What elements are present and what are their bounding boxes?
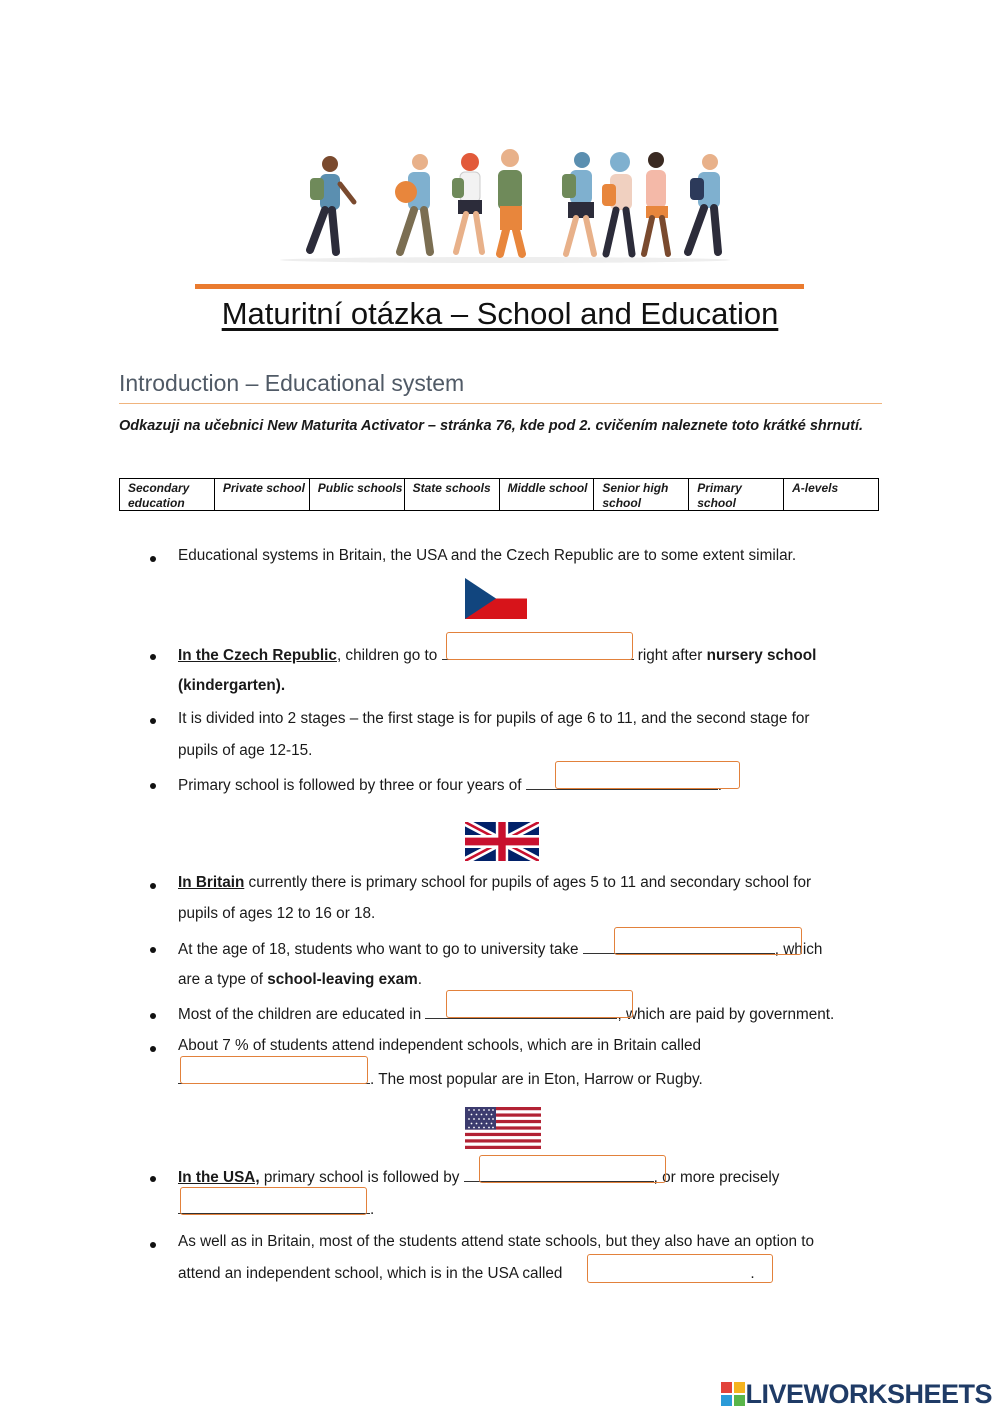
bullet-text: . xyxy=(417,971,423,988)
us-flag-icon xyxy=(465,1107,541,1149)
country-label: In the USA, xyxy=(178,1169,260,1186)
bullet-dot xyxy=(150,718,156,724)
word-bank xyxy=(119,478,879,511)
bullet-us-2: As well as in Britain, most of the students attend state schools, but they also have an option to xyxy=(178,1233,815,1250)
section-divider xyxy=(119,403,882,404)
bullet-text: , or more precisely xyxy=(653,1169,780,1186)
bullet-dot xyxy=(150,1046,156,1052)
answer-input-us-more-precisely[interactable] xyxy=(180,1187,367,1215)
student-figure xyxy=(644,152,668,254)
czech-flag-icon xyxy=(465,578,527,619)
student-figure xyxy=(602,152,632,254)
bold-term: school-leaving exam xyxy=(267,971,418,988)
bullet-gb-1-line2: pupils of ages 12 to 16 or 18. xyxy=(178,905,376,922)
bullet-text: Primary school is followed by three or four years of xyxy=(178,777,522,794)
answer-input-cz-after-primary[interactable] xyxy=(555,761,740,789)
liveworksheets-logo[interactable] xyxy=(721,1378,992,1410)
student-figure xyxy=(498,149,522,254)
bullet-gb-2-line2 xyxy=(178,971,422,989)
answer-input-cz-after-nursery[interactable] xyxy=(446,632,633,660)
students-illustration xyxy=(270,140,740,270)
liveworksheets-logo-text: LIVEWORKSHEETS xyxy=(745,1378,992,1409)
word-bank-item: Public schools xyxy=(309,479,404,510)
answer-input-us-independent[interactable] xyxy=(587,1254,773,1283)
country-label: In the Czech Republic xyxy=(178,647,337,664)
page-title: Maturitní otázka – School and Education xyxy=(221,296,779,331)
student-figure xyxy=(688,154,720,252)
bullet-text: right after xyxy=(633,647,707,664)
bullet-text: Most of the children are educated in xyxy=(178,1006,422,1023)
bullet-dot xyxy=(150,947,156,953)
word-bank-item: Secondary education xyxy=(128,481,190,510)
answer-input-gb-exam[interactable] xyxy=(614,927,802,955)
student-figure xyxy=(452,153,482,252)
bullet-dot xyxy=(150,556,156,562)
bullet-intro: Educational systems in Britain, the USA and the Czech Republic are to some extent similar. xyxy=(178,547,797,564)
bullet-dot xyxy=(150,783,156,789)
bullet-text: . The most popular are in Eton, Harrow or Rugby. xyxy=(370,1071,703,1088)
header-divider xyxy=(195,284,804,289)
word-bank-item: Primary school xyxy=(688,479,783,510)
section-heading: Introduction – Educational system xyxy=(119,370,465,396)
bullet-text: . xyxy=(750,1265,755,1282)
bullet-text: , which are paid by government. xyxy=(617,1006,835,1023)
bullet-text: are a type of xyxy=(178,971,268,988)
bullet-text: At the age of 18, students who want to go to university take xyxy=(178,941,579,958)
word-bank-item: State schools xyxy=(404,479,499,510)
word-bank-item: A-levels xyxy=(783,479,878,510)
bullet-gb-4: About 7 % of students attend independent schools, which are in Britain called xyxy=(178,1037,701,1054)
liveworksheets-logo-icon xyxy=(721,1382,745,1406)
answer-input-gb-independent[interactable] xyxy=(180,1056,368,1084)
bullet-text: . xyxy=(717,777,722,794)
bullet-text: currently there is primary school for pupils of ages 5 to 11 and secondary school for xyxy=(244,874,812,891)
word-bank-item: Private school xyxy=(214,479,309,510)
country-label: In Britain xyxy=(178,874,245,891)
bold-term: nursery school xyxy=(706,647,817,664)
bullet-text: primary school is followed by xyxy=(259,1169,460,1186)
student-figure xyxy=(395,154,430,252)
bullet-cz-2: It is divided into 2 stages – the first stage is for pupils of age 6 to 11, and the second stage for xyxy=(178,710,810,727)
bullet-text: attend an independent school, which is in the USA called xyxy=(178,1265,563,1282)
answer-input-us-after-primary[interactable] xyxy=(479,1155,666,1183)
bullet-gb-1 xyxy=(178,874,811,892)
bullet-dot xyxy=(150,654,156,660)
bullet-dot xyxy=(150,1176,156,1182)
student-figure xyxy=(562,152,594,254)
answer-input-gb-government[interactable] xyxy=(446,990,633,1018)
student-figure xyxy=(310,156,354,252)
bullet-dot xyxy=(150,883,156,889)
word-bank-item: Senior high school xyxy=(593,479,688,510)
reference-note: Odkazuji na učebnici New Maturita Activator – stránka 76, kde pod 2. cvičením naleznete toto krátké shrnutí. xyxy=(119,418,864,434)
bullet-dot xyxy=(150,1013,156,1019)
bullet-cz-2-line2: pupils of age 12-15. xyxy=(178,742,313,759)
bullet-cz-1-line2: (kindergarten). xyxy=(178,677,286,694)
bullet-text: , children go to xyxy=(336,647,438,664)
bullet-dot xyxy=(150,1242,156,1248)
word-bank-item: Middle school xyxy=(499,479,594,510)
bullet-text: . xyxy=(370,1201,375,1218)
uk-flag-icon xyxy=(465,822,539,861)
bullet-text: , which xyxy=(774,941,823,958)
